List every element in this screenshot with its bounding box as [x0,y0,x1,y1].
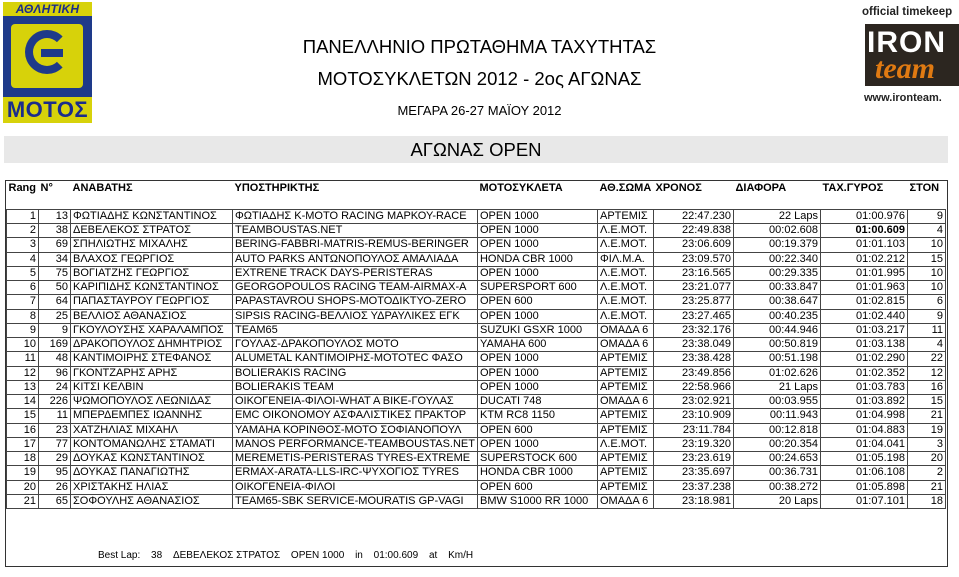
cell-motorcycle: OPEN 600 [477,480,597,494]
cell-best-lap: 01:02.440 [820,309,907,323]
cell-time: 23:49.856 [653,366,733,380]
cell-gap: 00:11.943 [733,409,820,423]
cell-sponsor: SIPSIS RACING-ΒΕΛΛΙΟΣ ΥΔΡΑΥΛΙΚΕΣ ΕΓΚ [233,309,478,323]
cell-number: 75 [39,266,71,280]
cell-sponsor: TEAM65-SBK SERVICE-MOURATIS GP-VAGI [233,494,478,508]
ironteam-url: www.ironteam. [864,92,942,104]
cell-club: Λ.Ε.ΜΟΤ. [597,224,653,238]
cell-best-lap-number: 15 [907,252,945,266]
cell-rang: 14 [7,395,39,409]
cell-rider: ΚΑΡΙΠΙΔΗΣ ΚΩΝΣΤΑΝΤΙΝΟΣ [71,281,233,295]
best-lap-unit: Km/H [448,550,474,561]
cell-time: 23:06.609 [653,238,733,252]
cell-number: 26 [39,480,71,494]
cell-club: ΑΡΤΕΜΙΣ [597,380,653,394]
cell-time: 23:38.428 [653,352,733,366]
cell-gap: 00:36.731 [733,466,820,480]
table-row [7,295,946,309]
cell-gap: 01:02.626 [733,366,820,380]
cell-club: Λ.Ε.ΜΟΤ. [597,238,653,252]
cell-time: 23:35.697 [653,466,733,480]
cell-best-lap: 01:02.815 [820,295,907,309]
cell-rider: ΦΩΤΙΑΔΗΣ ΚΩΝΣΤΑΝΤΙΝΟΣ [71,209,233,223]
cell-number: 23 [39,423,71,437]
cell-rang: 18 [7,452,39,466]
best-lap-class: OPEN 1000 [290,550,345,561]
cell-best-lap-number: 4 [907,338,945,352]
cell-number: 96 [39,366,71,380]
cell-motorcycle: YAMAHA 600 [477,338,597,352]
cell-club: ΑΡΤΕΜΙΣ [597,209,653,223]
cell-club: Λ.Ε.ΜΟΤ. [597,309,653,323]
cell-rang: 1 [7,209,39,223]
cell-gap: 21 Laps [733,380,820,394]
race-title: ΑΓΩΝΑΣ OPEN [410,138,542,160]
best-lap-number: 38 [151,550,163,561]
cell-motorcycle: OPEN 1000 [477,309,597,323]
cell-motorcycle: HONDA CBR 1000 [477,466,597,480]
table-row [7,238,946,252]
cell-gap: 00:29.335 [733,266,820,280]
cell-sponsor: AUTO PARKS ΑΝΤΩΝΟΠΟΥΛΟΣ ΑΜΑΛΙΑΔΑ [233,252,478,266]
table-row [7,338,946,352]
col-header-sponsor: ΥΠΟΣΤΗΡΙΚΤΗΣ [234,182,320,194]
cell-best-lap: 01:03.138 [820,338,907,352]
cell-sponsor: MEREMETIS-PERISTERAS TYRES-EXTREME [233,452,478,466]
cell-rang: 6 [7,281,39,295]
cell-sponsor: TEAMBOUSTAS.NET [233,224,478,238]
results-header-row [7,181,946,195]
cell-motorcycle: HONDA CBR 1000 [477,252,597,266]
timekeeper-caption: official timekeep [862,6,953,18]
cell-best-lap-number: 21 [907,409,945,423]
cell-best-lap: 01:03.892 [820,395,907,409]
col-header-rider: ΑΝΑΒΑΤΗΣ [72,182,133,194]
cell-rang: 13 [7,380,39,394]
col-header-best-lap-number: ΣΤΟΝ [909,182,940,194]
cell-time: 23:11.784 [653,423,733,437]
cell-number: 24 [39,380,71,394]
cell-time: 23:19.320 [653,437,733,451]
cell-rang: 15 [7,409,39,423]
cell-gap: 00:24.653 [733,452,820,466]
col-header-club: ΑΘ.ΣΩΜΑ [599,182,652,194]
cell-gap: 00:38.647 [733,295,820,309]
cell-rider: ΠΑΠΑΣΤΑΥΡΟΥ ΓΕΩΡΓΙΟΣ [71,295,233,309]
cell-rider: ΔΟΥΚΑΣ ΠΑΝΑΓΙΩΤΗΣ [71,466,233,480]
table-row [7,423,946,437]
cell-rang: 5 [7,266,39,280]
table-row [7,437,946,451]
cell-number: 25 [39,309,71,323]
col-header-motorcycle: ΜΟΤΟΣΥΚΛΕΤΑ [479,182,563,194]
cell-best-lap-number: 10 [907,238,945,252]
cell-number: 169 [39,338,71,352]
cell-gap: 00:19.379 [733,238,820,252]
table-row [7,323,946,337]
cell-best-lap-number: 10 [907,281,945,295]
cell-time: 22:49.838 [653,224,733,238]
cell-motorcycle: OPEN 1000 [477,238,597,252]
cell-number: 48 [39,352,71,366]
cell-rang: 21 [7,494,39,508]
cell-time: 23:10.909 [653,409,733,423]
cell-best-lap-number: 4 [907,224,945,238]
cell-best-lap: 01:01.963 [820,281,907,295]
cell-gap: 00:50.819 [733,338,820,352]
cell-time: 23:23.619 [653,452,733,466]
cell-motorcycle: BMW S1000 RR 1000 [477,494,597,508]
cell-rider: ΧΑΤΖΗΛΙΑΣ ΜΙΧΑΗΛ [71,423,233,437]
cell-best-lap-number: 11 [907,323,945,337]
table-row [7,209,946,223]
cell-sponsor: GEORGOPOULOS RACING TEAM-AIRMAX-A [233,281,478,295]
best-lap-rider: ΔΕΒΕΛΕΚΟΣ ΣΤΡΑΤΟΣ [172,550,281,561]
cell-number: 95 [39,466,71,480]
cell-gap: 20 Laps [733,494,820,508]
header-spacer-cell [7,195,946,209]
cell-motorcycle: OPEN 600 [477,423,597,437]
cell-sponsor: ΦΩΤΙΑΔΗΣ Κ-MOTO RACING ΜΑΡΚΟΥ-RACE [233,209,478,223]
cell-time: 23:25.877 [653,295,733,309]
results-table-frame [5,180,948,567]
cell-rang: 20 [7,480,39,494]
cell-time: 23:32.176 [653,323,733,337]
cell-best-lap-number: 19 [907,423,945,437]
cell-best-lap: 01:05.898 [820,480,907,494]
table-row [7,309,946,323]
cell-gap: 00:12.818 [733,423,820,437]
col-header-number: N° [40,182,53,194]
cell-best-lap: 01:04.041 [820,437,907,451]
cell-rider: ΣΟΦΟΥΛΗΣ ΑΘΑΝΑΣΙΟΣ [71,494,233,508]
cell-club: ΑΡΤΕΜΙΣ [597,466,653,480]
cell-best-lap-number: 15 [907,395,945,409]
cell-number: 29 [39,452,71,466]
cell-rang: 16 [7,423,39,437]
cell-sponsor: ΟΙΚΟΓΕΝΕΙΑ-ΦΙΛΟΙ [233,480,478,494]
cell-rider: ΓΚΟΥΛΟΥΣΗΣ ΧΑΡΑΛΑΜΠΟΣ [71,323,233,337]
logo-bottom-text: ΜΟΤΟΣ [6,97,89,122]
cell-motorcycle: OPEN 1000 [477,437,597,451]
cell-gap: 00:03.955 [733,395,820,409]
cell-best-lap: 01:01.103 [820,238,907,252]
race-title-bar [4,136,948,163]
cell-time: 23:27.465 [653,309,733,323]
cell-number: 77 [39,437,71,451]
cell-rider: ΣΠΗΛΙΩΤΗΣ ΜΙΧΑΛΗΣ [71,238,233,252]
table-row [7,352,946,366]
cell-rang: 8 [7,309,39,323]
cell-time: 23:38.049 [653,338,733,352]
cell-best-lap-number: 12 [907,366,945,380]
table-row [7,452,946,466]
cell-time: 23:21.077 [653,281,733,295]
cell-rang: 3 [7,238,39,252]
cell-club: ΟΜΑΔΑ 6 [597,323,653,337]
col-header-best-lap: ΤΑΧ.ΓΥΡΟΣ [822,182,884,194]
cell-best-lap: 01:04.998 [820,409,907,423]
cell-best-lap: 01:05.198 [820,452,907,466]
best-lap-footer [98,550,481,561]
header-spacer [7,195,946,209]
cell-gap: 00:20.354 [733,437,820,451]
cell-club: ΦΙΛ.Μ.Α. [597,252,653,266]
results-table [6,181,946,509]
cell-time: 23:16.565 [653,266,733,280]
cell-number: 50 [39,281,71,295]
cell-time: 23:18.981 [653,494,733,508]
cell-club: ΑΡΤΕΜΙΣ [597,423,653,437]
cell-sponsor: EMC ΟΙΚΟΝΟΜΟΥ ΑΣΦΑΛΙΣΤΙΚΕΣ ΠΡΑΚΤΟΡ [233,409,478,423]
cell-rang: 19 [7,466,39,480]
cell-rang: 12 [7,366,39,380]
cell-motorcycle: OPEN 600 [477,295,597,309]
cell-number: 65 [39,494,71,508]
table-row [7,366,946,380]
cell-best-lap: 01:02.212 [820,252,907,266]
cell-best-lap-number: 22 [907,352,945,366]
ironteam-logo [862,6,959,118]
cell-rider: ΔΟΥΚΑΣ ΚΩΝΣΤΑΝΤΙΝΟΣ [71,452,233,466]
cell-best-lap-number: 6 [907,295,945,309]
ironteam-brand-top: IRON [867,26,946,59]
cell-club: ΑΡΤΕΜΙΣ [597,366,653,380]
cell-best-lap-number: 9 [907,309,945,323]
cell-rider: ΔΡΑΚΟΠΟΥΛΟΣ ΔΗΜΗΤΡΙΟΣ [71,338,233,352]
cell-club: ΟΜΑΔΑ 6 [597,494,653,508]
table-row [7,409,946,423]
cell-best-lap: 01:03.217 [820,323,907,337]
cell-motorcycle: OPEN 1000 [477,380,597,394]
best-lap-in: in [355,550,363,561]
cell-best-lap: 01:03.783 [820,380,907,394]
cell-rider: ΚΙΤΣΙ ΚΕΛΒΙΝ [71,380,233,394]
cell-best-lap-number: 3 [907,437,945,451]
cell-best-lap: 01:02.352 [820,366,907,380]
table-row [7,480,946,494]
cell-rider: ΚΑΝΤΙΜΟΙΡΗΣ ΣΤΕΦΑΝΟΣ [71,352,233,366]
cell-motorcycle: SUZUKI GSXR 1000 [477,323,597,337]
cell-gap: 00:22.340 [733,252,820,266]
cell-rang: 10 [7,338,39,352]
cell-best-lap-number: 9 [907,209,945,223]
cell-club: ΑΡΤΕΜΙΣ [597,352,653,366]
championship-title: ΠΑΝΕΛΛΗΝΙΟ ΠΡΩΤΑΘΗΜΑ ΤΑΧΥΤΗΤΑΣ [302,36,657,57]
cell-best-lap-number: 2 [907,466,945,480]
best-lap-at: at [428,550,438,561]
cell-rang: 9 [7,323,39,337]
cell-sponsor: EXTRENE TRACK DAYS-PERISTERAS [233,266,478,280]
table-row [7,281,946,295]
cell-number: 226 [39,395,71,409]
cell-best-lap: 01:00.609 [820,224,907,238]
cell-time: 22:47.230 [653,209,733,223]
cell-rang: 17 [7,437,39,451]
cell-best-lap: 01:06.108 [820,466,907,480]
cell-motorcycle: OPEN 1000 [477,366,597,380]
cell-gap: 00:40.235 [733,309,820,323]
cell-sponsor: TEAM65 [233,323,478,337]
cell-sponsor: ΟΙΚΟΓΕΝΕΙΑ-ΦΙΛΟΙ-WHAT A BIKE-ΓΟΥΛΑΣ [233,395,478,409]
cell-sponsor: ΓΟΥΛΑΣ-ΔΡΑΚΟΠΟΥΛΟΣ ΜΟΤΟ [233,338,478,352]
cell-time: 22:58.966 [653,380,733,394]
cell-rider: ΒΟΓΙΑΤΖΗΣ ΓΕΩΡΓΙΟΣ [71,266,233,280]
best-lap-time: 01:00.609 [373,550,419,561]
cell-rang: 2 [7,224,39,238]
cell-rider: ΨΩΜΟΠΟΥΛΟΣ ΛΕΩΝΙΔΑΣ [71,395,233,409]
cell-number: 64 [39,295,71,309]
cell-rider: ΧΡΙΣΤΑΚΗΣ ΗΛΙΑΣ [71,480,233,494]
table-row [7,395,946,409]
cell-best-lap: 01:01.995 [820,266,907,280]
table-row [7,224,946,238]
cell-motorcycle: OPEN 1000 [477,352,597,366]
cell-club: ΟΜΑΔΑ 6 [597,338,653,352]
cell-motorcycle: OPEN 1000 [477,209,597,223]
cell-motorcycle: SUPERSTOCK 600 [477,452,597,466]
event-location-date: ΜΕΓΑΡΑ 26-27 ΜΑΪΟΥ 2012 [397,103,562,118]
cell-number: 34 [39,252,71,266]
cell-club: Λ.Ε.ΜΟΤ. [597,281,653,295]
cell-club: Λ.Ε.ΜΟΤ. [597,295,653,309]
col-header-rang: Rang [8,182,36,194]
cell-sponsor: BOLIERAKIS TEAM [233,380,478,394]
cell-time: 23:37.238 [653,480,733,494]
cell-motorcycle: OPEN 1000 [477,224,597,238]
cell-club: ΑΡΤΕΜΙΣ [597,452,653,466]
cell-number: 11 [39,409,71,423]
cell-club: ΑΡΤΕΜΙΣ [597,409,653,423]
cell-best-lap-number: 16 [907,380,945,394]
cell-rider: ΓΚΟΝΤΖΑΡΗΣ ΑΡΗΣ [71,366,233,380]
cell-club: Λ.Ε.ΜΟΤ. [597,266,653,280]
table-row [7,252,946,266]
cell-rang: 11 [7,352,39,366]
cell-number: 9 [39,323,71,337]
cell-sponsor: PAPASTAVROU SHOPS-ΜΟΤΟΔΙΚΤΥΟ-ZERO [233,295,478,309]
table-row [7,380,946,394]
cell-sponsor: BOLIERAKIS RACING [233,366,478,380]
cell-number: 38 [39,224,71,238]
cell-motorcycle: KTM RC8 1150 [477,409,597,423]
cell-best-lap-number: 10 [907,266,945,280]
cell-gap: 00:02.608 [733,224,820,238]
cell-gap: 00:33.847 [733,281,820,295]
table-row [7,494,946,508]
cell-best-lap: 01:07.101 [820,494,907,508]
cell-club: ΑΡΤΕΜΙΣ [597,480,653,494]
cell-best-lap-number: 20 [907,452,945,466]
cell-time: 23:09.570 [653,252,733,266]
cell-best-lap: 01:00.976 [820,209,907,223]
cell-rang: 4 [7,252,39,266]
ironteam-brand-bottom: team [875,52,935,85]
cell-best-lap: 01:04.883 [820,423,907,437]
best-lap-label: Best Lap: [98,550,141,561]
cell-best-lap: 01:02.290 [820,352,907,366]
results-body [7,195,946,509]
cell-rider: ΒΕΛΛΙΟΣ ΑΘΑΝΑΣΙΟΣ [71,309,233,323]
cell-sponsor: YAMAHA ΚΟΡΙΝΘΟΣ-ΜΟΤΟ ΣΟΦΙΑΝΟΠΟΥΛ [233,423,478,437]
cell-sponsor: ALUMETAL ΚΑΝΤΙΜΟΙΡΗΣ-ΜΟΤΟΤΕC ΦΑΣΟ [233,352,478,366]
cell-gap: 00:51.198 [733,352,820,366]
cell-rider: ΔΕΒΕΛΕΚΟΣ ΣΤΡΑΤΟΣ [71,224,233,238]
cell-best-lap-number: 18 [907,494,945,508]
cell-sponsor: MANOS PERFORMANCE-TEAMBOUSTAS.NET [233,437,478,451]
cell-club: ΟΜΑΔΑ 6 [597,395,653,409]
cell-gap: 00:44.946 [733,323,820,337]
cell-gap: 00:38.272 [733,480,820,494]
cell-gap: 22 Laps [733,209,820,223]
cell-motorcycle: SUPERSPORT 600 [477,281,597,295]
cell-time: 23:02.921 [653,395,733,409]
cell-sponsor: ERMAX-ARATA-LLS-IRC-ΨΥΧΟΓΙΟΣ TYRES [233,466,478,480]
table-row [7,466,946,480]
cell-rider: ΒΛΑΧΟΣ ΓΕΩΡΓΙΟΣ [71,252,233,266]
logo-top-text: ΑΘΛΗΤΙΚΗ [15,2,80,16]
table-row [7,266,946,280]
cell-club: Λ.Ε.ΜΟΤ. [597,437,653,451]
cell-rider: ΚΟΝΤΟΜΑΝΩΛΗΣ ΣΤΑΜΑΤΙ [71,437,233,451]
col-header-gap: ΔΙΑΦΟΡΑ [735,182,787,194]
championship-subtitle: ΜΟΤΟΣΥΚΛΕΤΩΝ 2012 - 2ος ΑΓΩΝΑΣ [317,68,642,89]
cell-motorcycle: DUCATI 748 [477,395,597,409]
cell-motorcycle: OPEN 1000 [477,266,597,280]
cell-number: 13 [39,209,71,223]
col-header-time: ΧΡΟΝΟΣ [655,182,702,194]
cell-sponsor: BERING-FABBRI-MATRIS-REMUS-BERINGER [233,238,478,252]
cell-number: 69 [39,238,71,252]
cell-best-lap-number: 21 [907,480,945,494]
cell-rang: 7 [7,295,39,309]
cell-rider: ΜΠΕΡΔΕΜΠΕΣ ΙΩΑΝΝΗΣ [71,409,233,423]
